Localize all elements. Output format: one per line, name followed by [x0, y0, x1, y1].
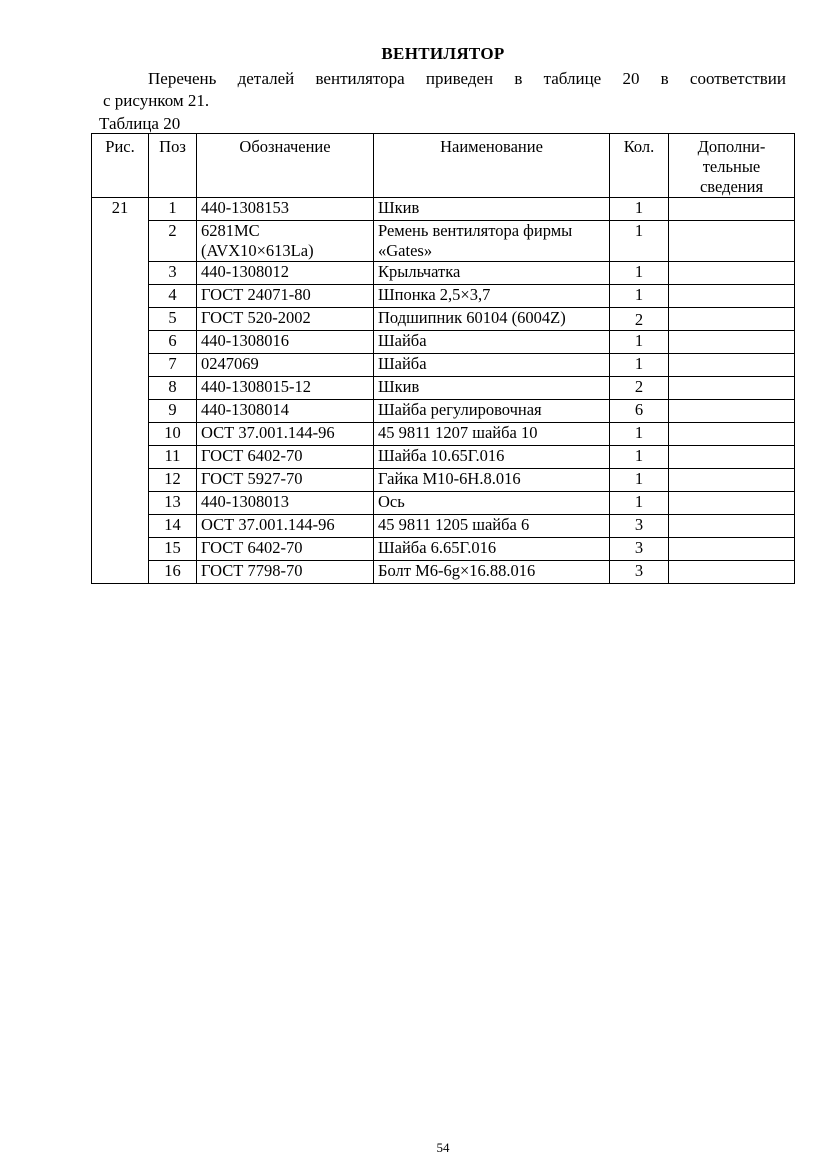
cell-naimenovanie: Шкив — [374, 198, 610, 221]
cell-dop — [669, 538, 795, 561]
cell-kol: 1 — [610, 446, 669, 469]
cell-poz: 10 — [149, 423, 197, 446]
cell-oboznachenie: 0247069 — [197, 354, 374, 377]
table-body — [92, 198, 795, 584]
cell-dop — [669, 221, 795, 262]
cell-poz: 15 — [149, 538, 197, 561]
cell-kol: 1 — [610, 423, 669, 446]
cell-dop — [669, 354, 795, 377]
cell-poz: 6 — [149, 331, 197, 354]
cell-poz: 14 — [149, 515, 197, 538]
table-row — [92, 492, 795, 515]
cell-kol: 1 — [610, 331, 669, 354]
cell-oboznachenie: ГОСТ 6402-70 — [197, 538, 374, 561]
cell-dop — [669, 492, 795, 515]
cell-oboznachenie: ОСТ 37.001.144-96 — [197, 515, 374, 538]
cell-poz: 7 — [149, 354, 197, 377]
page-number: 54 — [436, 1140, 450, 1155]
cell-oboznachenie: 440-1308016 — [197, 331, 374, 354]
cell-dop — [669, 446, 795, 469]
table-row — [92, 400, 795, 423]
cell-dop — [669, 198, 795, 221]
cell-naimenovanie: Шпонка 2,5×3,7 — [374, 285, 610, 308]
cell-dop — [669, 377, 795, 400]
cell-naimenovanie: Шайба 10.65Г.016 — [374, 446, 610, 469]
cell-oboznachenie: ГОСТ 5927-70 — [197, 469, 374, 492]
table-row — [92, 262, 795, 285]
cell-poz: 8 — [149, 377, 197, 400]
cell-oboznachenie: 440-1308013 — [197, 492, 374, 515]
cell-dop — [669, 469, 795, 492]
cell-kol: 1 — [610, 198, 669, 221]
cell-dop — [669, 400, 795, 423]
cell-kol: 1 — [610, 492, 669, 515]
cell-poz: 4 — [149, 285, 197, 308]
table-row — [92, 561, 795, 584]
header-ris: Рис. — [92, 134, 149, 198]
cell-kol: 2 — [610, 377, 669, 400]
cell-kol: 3 — [610, 515, 669, 538]
intro-text-line1: Перечень деталей вентилятора приведен в таблице 20 в соответствии — [148, 69, 786, 88]
page-title: ВЕНТИЛЯТОР — [381, 44, 505, 63]
parts-table — [91, 133, 795, 584]
cell-kol: 1 — [610, 469, 669, 492]
table-header-row — [92, 134, 795, 198]
cell-dop — [669, 308, 795, 331]
cell-oboznachenie: ГОСТ 7798-70 — [197, 561, 374, 584]
table-row — [92, 423, 795, 446]
header-poz: Поз — [149, 134, 197, 198]
table-row — [92, 198, 795, 221]
cell-dop — [669, 561, 795, 584]
cell-poz: 11 — [149, 446, 197, 469]
cell-oboznachenie: 440-1308015-12 — [197, 377, 374, 400]
cell-kol: 1 — [610, 262, 669, 285]
cell-naimenovanie: Шайба — [374, 331, 610, 354]
cell-poz: 13 — [149, 492, 197, 515]
cell-naimenovanie: Гайка М10-6Н.8.016 — [374, 469, 610, 492]
cell-dop — [669, 285, 795, 308]
cell-kol: 3 — [610, 538, 669, 561]
cell-poz: 2 — [149, 221, 197, 262]
cell-poz: 12 — [149, 469, 197, 492]
cell-kol: 1 — [610, 221, 669, 262]
cell-poz: 16 — [149, 561, 197, 584]
cell-naimenovanie: Болт М6-6g×16.88.016 — [374, 561, 610, 584]
header-naimenovanie: Наименование — [374, 134, 610, 198]
cell-oboznachenie: 6281МС (AVX10×613La) — [197, 221, 374, 262]
cell-naimenovanie: Ось — [374, 492, 610, 515]
table-row — [92, 377, 795, 400]
table-row — [92, 446, 795, 469]
cell-oboznachenie: ГОСТ 6402-70 — [197, 446, 374, 469]
cell-kol: 3 — [610, 561, 669, 584]
cell-poz: 1 — [149, 198, 197, 221]
table-row — [92, 308, 795, 331]
cell-kol: 2 — [610, 308, 669, 331]
cell-oboznachenie: ГОСТ 24071-80 — [197, 285, 374, 308]
cell-oboznachenie: 440-1308012 — [197, 262, 374, 285]
cell-kol: 1 — [610, 285, 669, 308]
cell-naimenovanie: Шкив — [374, 377, 610, 400]
cell-dop — [669, 331, 795, 354]
cell-dop — [669, 262, 795, 285]
cell-naimenovanie: 45 9811 1205 шайба 6 — [374, 515, 610, 538]
cell-oboznachenie: ГОСТ 520-2002 — [197, 308, 374, 331]
cell-oboznachenie: 440-1308153 — [197, 198, 374, 221]
table-row — [92, 538, 795, 561]
table-row — [92, 285, 795, 308]
cell-naimenovanie: Крыльчатка — [374, 262, 610, 285]
cell-poz: 5 — [149, 308, 197, 331]
cell-naimenovanie: 45 9811 1207 шайба 10 — [374, 423, 610, 446]
table-row — [92, 221, 795, 262]
header-oboznachenie: Обозначение — [197, 134, 374, 198]
cell-dop — [669, 515, 795, 538]
header-dop: Дополни-тельные сведения — [669, 134, 795, 198]
cell-naimenovanie: Шайба — [374, 354, 610, 377]
header-kol: Кол. — [610, 134, 669, 198]
intro-text-line2: с рисунком 21. — [103, 91, 210, 110]
cell-poz: 3 — [149, 262, 197, 285]
cell-oboznachenie: ОСТ 37.001.144-96 — [197, 423, 374, 446]
table-row — [92, 331, 795, 354]
table-row — [92, 469, 795, 492]
cell-dop — [669, 423, 795, 446]
figure-number: 21 — [92, 198, 149, 584]
cell-naimenovanie: Ремень вентилятора фирмы «Gates» — [374, 221, 610, 262]
table-row — [92, 515, 795, 538]
table-caption: Таблица 20 — [99, 114, 181, 133]
cell-poz: 9 — [149, 400, 197, 423]
cell-naimenovanie: Подшипник 60104 (6004Z) — [374, 308, 610, 331]
cell-kol: 1 — [610, 354, 669, 377]
cell-oboznachenie: 440-1308014 — [197, 400, 374, 423]
cell-naimenovanie: Шайба 6.65Г.016 — [374, 538, 610, 561]
cell-naimenovanie: Шайба регулировочная — [374, 400, 610, 423]
cell-kol: 6 — [610, 400, 669, 423]
table-row — [92, 354, 795, 377]
